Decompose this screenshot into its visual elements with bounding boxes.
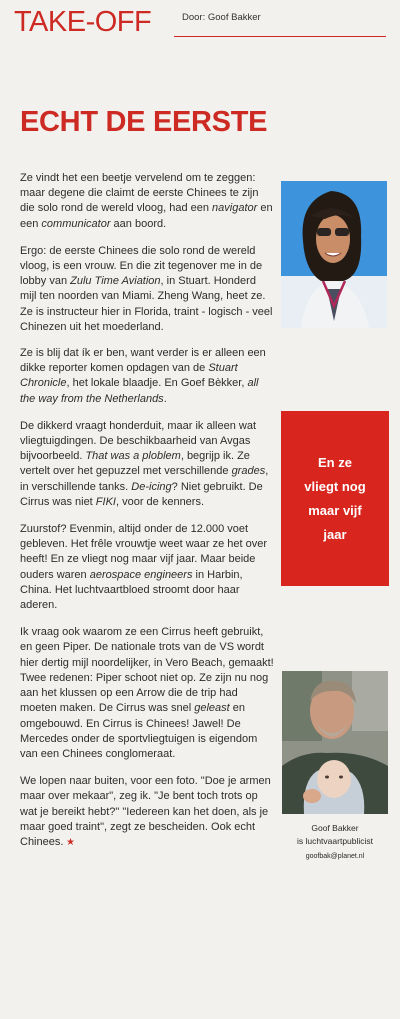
end-mark-icon <box>66 837 75 846</box>
italic-run: navigator <box>212 202 258 215</box>
portrait-photo-pilot <box>281 181 387 328</box>
italic-run: aerospace engineers <box>89 568 193 581</box>
pullquote-line: jaar <box>323 526 347 542</box>
section-title: TAKE-OFF <box>14 6 152 38</box>
headline: ECHT DE EERSTE <box>20 106 268 138</box>
text-run: , het lokale blaadje. En Goef Bèkker, <box>66 377 248 390</box>
text-run: Ergo: de eerste Chinees die solo rond de wereld vloog, is een vrouw. En die zit tegenover me in de lobby van <box>20 244 263 288</box>
italic-run: communicator <box>41 217 111 230</box>
author-name: Goof Bakker <box>311 823 359 833</box>
text-run: We lopen naar buiten, voor een foto. "Doe je armen maar over mekaar", zeg ik. "Je bent toch trots op wat je bereikt hebt?" "Iedereen kan het doen, als je maar goed traint", zegt ze bescheiden. Ook echt Chinees. <box>20 775 271 848</box>
text-run: Ze vindt het een beetje vervelend om te zeggen: maar degene die claimt de eerste Chinees te zijn die solo rond de wereld vloog, had een <box>20 172 259 215</box>
pullquote <box>281 411 389 586</box>
italic-run: Zulu Time Aviation <box>70 275 161 288</box>
text-run: , begrijp ik. Ze vertelt over het gepuzzel met verschillende <box>20 450 250 478</box>
italic-run: De-icing <box>131 480 172 493</box>
text-run: . <box>163 392 167 405</box>
text-run: De dikkerd vraagt honderduit, maar ik alleen wat vliegtuigdingen. De beschikbaarheid van Avgas bijvoorbeeld. <box>20 419 257 463</box>
body-paragraph <box>20 625 275 762</box>
pullquote-line: En ze <box>318 454 352 470</box>
text-run: en omgebouwd. En Cirrus is Chinees! Jawel! De Mercedes onder de sportvliegtuigen is eigendom van een Chinees conglomeraat. <box>20 702 258 760</box>
italic-run: all the way from the Netherlands <box>20 377 259 405</box>
author-role: is luchtvaartpublicist <box>296 836 374 846</box>
body-paragraph <box>20 171 275 232</box>
author-caption <box>282 822 388 863</box>
pullquote-line: vliegt nog <box>304 478 366 494</box>
body-paragraph <box>20 419 275 510</box>
body-paragraph <box>20 346 275 407</box>
body-paragraph <box>20 244 275 335</box>
pullquote-line: maar vijf <box>308 502 362 518</box>
author-photo <box>282 671 388 814</box>
italic-run: FIKI <box>95 495 116 508</box>
text-run: , in Stuart. Honderd mijl ten noorden van Miami. Zheng Wang, heet ze. Ze is instructeur hier in Florida, traint - logisch - veel Chinezen uit het moederland. <box>20 275 273 333</box>
text-run: in Harbin, China. Het luchtvaartbloed stroomt door haar aderen. <box>20 568 243 612</box>
text-run: , in verschillende tanks. <box>20 465 269 493</box>
text-run: en een <box>20 202 273 230</box>
header-rule <box>174 36 386 37</box>
italic-run: Stuart Chronicle <box>20 362 238 390</box>
italic-run: grades <box>231 465 266 478</box>
italic-run: That was a ploblem <box>85 450 181 463</box>
text-run: Zuurstof? Evenmin, altijd onder de 12.000 voet gebleven. Het frêle vrouwtje weet waar ze het over heeft! En ze vliegt nog maar vijf jaar. Maar beide ouders waren <box>20 523 268 581</box>
text-run: Ik vraag ook waarom ze een Cirrus heeft gebruikt, en geen Piper. De nationale trots van de VS wordt hier dertig mijl noordelijker, in Vero Beach, gemaakt! Twee redenen: Piper schoot niet op. Ze zijn nu nog aan het klussen op een Arrow die de trip had moeten maken. De Cirrus was snel <box>20 626 274 715</box>
article-body <box>20 171 275 862</box>
body-paragraph <box>20 522 275 613</box>
byline: Door: Goof Bakker <box>182 12 261 23</box>
italic-run: geleast <box>194 702 230 715</box>
author-email: goofbak@planet.nl <box>305 853 365 860</box>
body-paragraph <box>20 774 275 850</box>
text-run: , voor de kenners. <box>115 495 205 508</box>
text-run: aan boord. <box>110 217 167 230</box>
text-run: Ze is blij dat ík er ben, want verder is er alleen een dikke reporter komen opdagen van de <box>20 347 266 375</box>
text-run: ? Niet gebruikt. De Cirrus was niet <box>20 480 263 508</box>
